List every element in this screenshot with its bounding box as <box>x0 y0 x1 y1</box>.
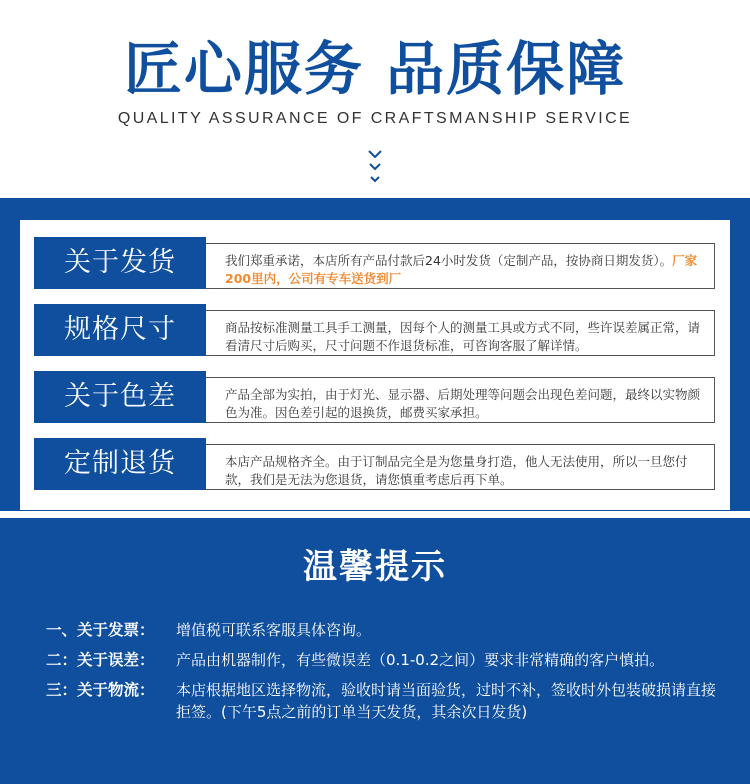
policy-highlight: 厂家200里内，公司有专车送货到厂 <box>225 253 698 286</box>
chevron-down-icon <box>367 150 383 158</box>
policy-row-custom <box>34 438 717 490</box>
policy-label: 定制退货 <box>34 438 206 490</box>
tip-label: 三：关于物流： <box>46 681 155 699</box>
policy-box <box>206 377 715 423</box>
page-title: 匠心服务 品质保障 <box>123 35 627 103</box>
tip-text: 产品由机器制作，有些微误差（0.1-0.2之间）要求非常精确的客户慎拍。 <box>176 651 665 669</box>
policy-label: 关于发货 <box>34 237 206 289</box>
tips-title: 温馨提示 <box>303 547 447 587</box>
tip-label: 二：关于误差： <box>46 651 155 669</box>
policy-text: 商品按标准测量工具手工测量，因每个人的测量工具或方式不同，些许误差属正常，请看清尺寸后购买，尺寸问题不作退货标准，可咨询客服了解详情。 <box>225 320 701 353</box>
policy-panel <box>20 220 730 510</box>
policy-text: 我们郑重承诺，本店所有产品付款后24小时发货（定制产品，按协商日期发货）。厂家200里内，公司有专车送货到厂 <box>225 253 698 286</box>
chevron-down-icon <box>367 163 383 171</box>
chevron-down-icon <box>367 176 383 184</box>
policy-label: 规格尺寸 <box>34 304 206 356</box>
tip-label: 一、关于发票： <box>46 621 155 639</box>
policy-box <box>206 310 715 356</box>
policy-text: 产品全部为实拍，由于灯光、显示器、后期处理等问题会出现色差问题，最终以实物颜色为准。因色差引起的退换货，邮费买家承担。 <box>225 387 701 420</box>
policy-row-size <box>34 304 717 356</box>
policy-row-color <box>34 371 717 423</box>
policy-box <box>206 243 715 289</box>
policy-row-shipping <box>34 237 717 289</box>
tip-text: 增值税可联系客服具体咨询。 <box>176 621 372 639</box>
policy-label: 关于色差 <box>34 371 206 423</box>
page-subtitle: QUALITY ASSURANCE OF CRAFTSMANSHIP SERVICE <box>117 110 633 127</box>
section-divider <box>0 511 750 518</box>
policy-box <box>206 444 715 490</box>
policy-text: 本店产品规格齐全。由于订制品完全是为您量身打造，他人无法使用，所以一旦您付款，我们是无法为您退货，请您慎重考虑后再下单。 <box>225 454 688 487</box>
header-section <box>0 0 750 198</box>
tip-text: 本店根据地区选择物流，验收时请当面验货，过时不补，签收时外包装破损请直接拒签。(下午5点之前的订单当天发货，其余次日发货) <box>176 681 717 721</box>
